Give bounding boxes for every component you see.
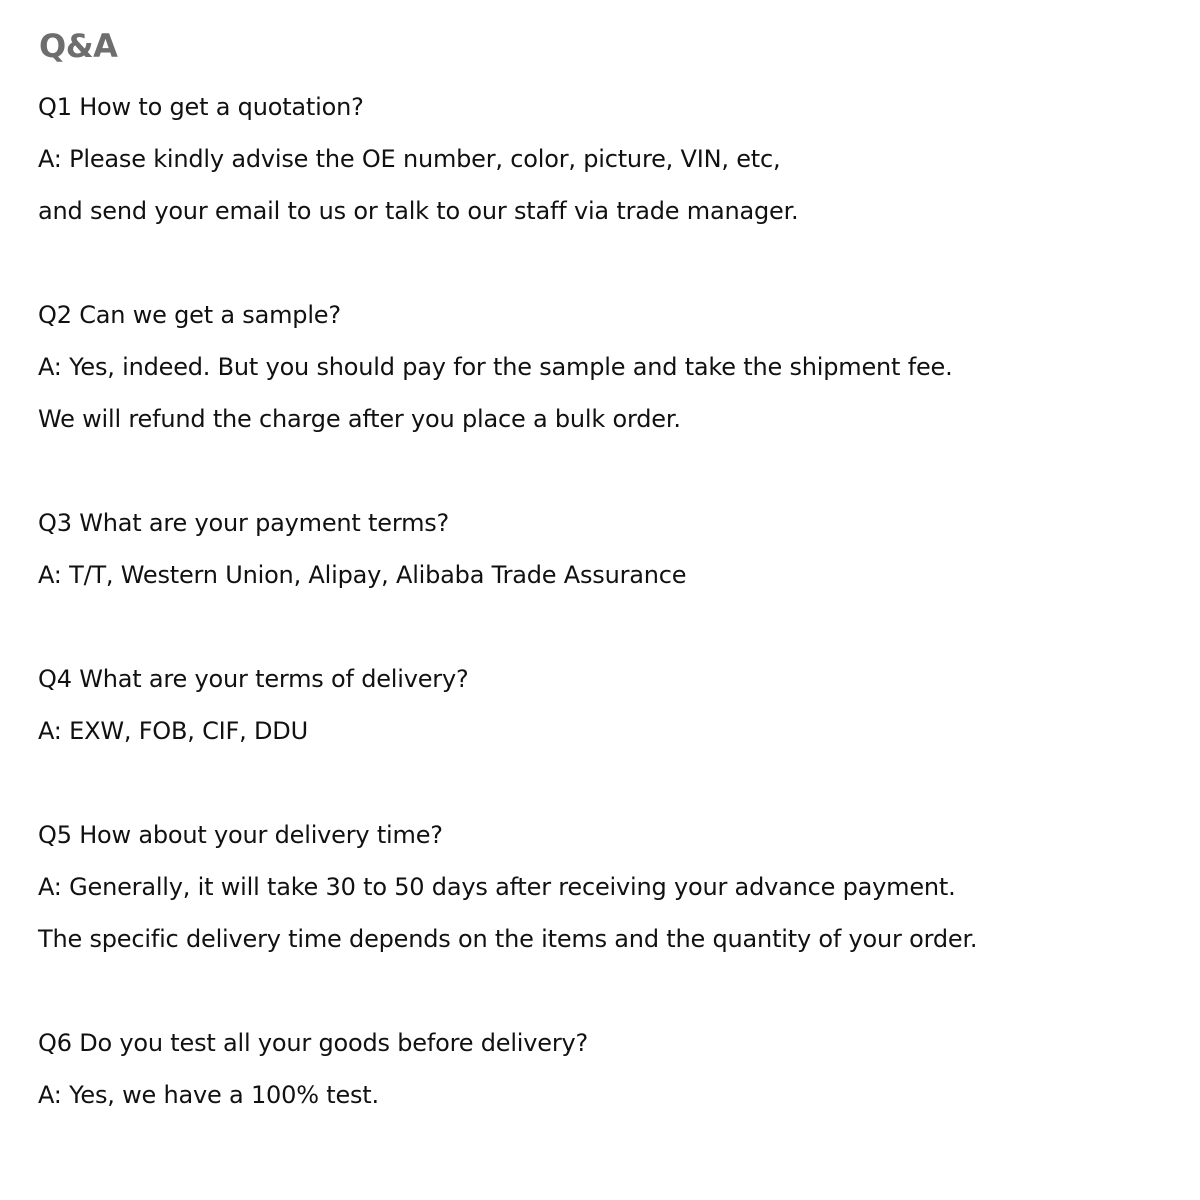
page-title: Q&A [39, 27, 118, 65]
answer-2-line-2: We will refund the charge after you place a bulk order. [38, 405, 681, 433]
answer-5-line-1: A: Generally, it will take 30 to 50 days after receiving your advance payment. [38, 873, 956, 901]
answer-6-line-1: A: Yes, we have a 100% test. [38, 1081, 379, 1109]
question-1: Q1 How to get a quotation? [38, 93, 364, 121]
answer-1-line-2: and send your email to us or talk to our staff via trade manager. [38, 197, 799, 225]
question-3: Q3 What are your payment terms? [38, 509, 450, 537]
question-4: Q4 What are your terms of delivery? [38, 665, 469, 693]
question-6: Q6 Do you test all your goods before delivery? [38, 1029, 589, 1057]
answer-3-line-1: A: T/T, Western Union, Alipay, Alibaba Trade Assurance [38, 561, 687, 589]
qa-page [38, 0, 1168, 1200]
answer-1-line-1: A: Please kindly advise the OE number, color, picture, VIN, etc, [38, 145, 781, 173]
answer-5-line-2: The specific delivery time depends on the items and the quantity of your order. [38, 925, 978, 953]
answer-2-line-1: A: Yes, indeed. But you should pay for the sample and take the shipment fee. [38, 353, 953, 381]
question-5: Q5 How about your delivery time? [38, 821, 443, 849]
question-2: Q2 Can we get a sample? [38, 301, 341, 329]
answer-4-line-1: A: EXW, FOB, CIF, DDU [38, 717, 308, 745]
